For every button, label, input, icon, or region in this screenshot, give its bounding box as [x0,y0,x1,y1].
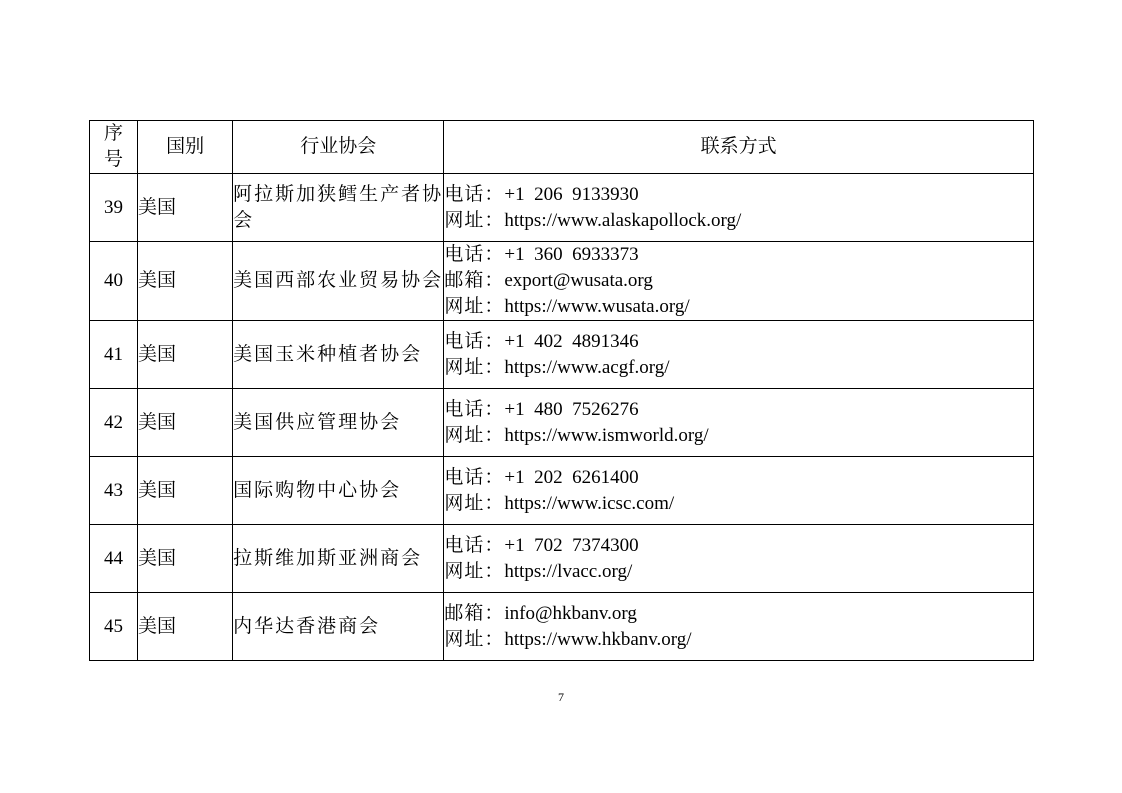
contact-line [444,465,1033,491]
row-association: 国际购物中心协会 [233,457,444,525]
contact-value: https://www.ismworld.org/ [504,424,709,446]
row-association: 美国玉米种植者协会 [233,321,444,389]
table-row [90,174,1034,242]
contact-label: 邮箱： [444,602,505,624]
row-index: 44 [90,525,138,593]
table-row [90,593,1034,661]
contact-line [444,182,1033,208]
header-index-bottom: 号 [104,149,124,170]
row-contact [444,321,1034,389]
contact-value: info@hkbanv.org [504,602,637,624]
contact-value: https://www.alaskapollock.org/ [504,209,742,231]
row-index: 42 [90,389,138,457]
header-index-top: 序 [104,123,124,144]
contact-value: https://lvacc.org/ [504,560,633,582]
page-number: 7 [558,690,564,704]
contact-label: 电话： [444,534,505,556]
contact-line [444,559,1033,585]
row-contact [444,457,1034,525]
row-index: 43 [90,457,138,525]
contact-value: https://www.acgf.org/ [504,356,670,378]
contact-label: 网址： [444,628,505,650]
row-association: 内华达香港商会 [233,593,444,661]
table-header-row [90,121,1034,174]
row-country: 美国 [138,389,233,457]
table-row [90,242,1034,321]
row-association: 美国供应管理协会 [233,389,444,457]
association-table [89,120,1034,661]
contact-line [444,355,1033,381]
contact-label: 网址： [444,356,505,378]
contact-line [444,397,1033,423]
contact-label: 网址： [444,296,505,317]
contact-label: 电话： [444,398,505,420]
header-country: 国别 [138,121,233,174]
contact-line [444,601,1033,627]
table-row [90,457,1034,525]
row-index: 40 [90,242,138,321]
row-country: 美国 [138,321,233,389]
row-country: 美国 [138,174,233,242]
contact-line [444,329,1033,355]
row-contact [444,525,1034,593]
row-index: 41 [90,321,138,389]
table-row [90,525,1034,593]
table-row [90,389,1034,457]
row-country: 美国 [138,593,233,661]
contact-label: 邮箱： [444,270,505,291]
contact-line [444,627,1033,653]
contact-line [444,294,1033,320]
header-association: 行业协会 [233,121,444,174]
row-contact [444,593,1034,661]
row-index: 39 [90,174,138,242]
row-country: 美国 [138,525,233,593]
contact-label: 网址： [444,560,505,582]
contact-value: +1 202 6261400 [504,466,639,488]
contact-line [444,242,1033,268]
contact-line [444,208,1033,234]
contact-label: 网址： [444,424,505,446]
row-country: 美国 [138,457,233,525]
contact-label: 电话： [444,466,505,488]
row-association: 拉斯维加斯亚洲商会 [233,525,444,593]
contact-label: 网址： [444,492,505,514]
row-country: 美国 [138,242,233,321]
header-index [90,121,138,174]
contact-value: https://www.hkbanv.org/ [504,628,692,650]
row-contact [444,242,1034,321]
row-association: 阿拉斯加狭鳕生产者协会 [233,174,444,242]
contact-line [444,533,1033,559]
contact-line [444,268,1033,294]
contact-value: +1 702 7374300 [504,534,639,556]
contact-value: https://www.icsc.com/ [504,492,675,514]
contact-value: export@wusata.org [504,270,653,291]
header-contact: 联系方式 [444,121,1034,174]
row-contact [444,174,1034,242]
contact-value: +1 206 9133930 [504,183,639,205]
contact-value: +1 402 4891346 [504,330,639,352]
contact-value: +1 360 6933373 [504,244,639,265]
row-contact [444,389,1034,457]
table-body [90,174,1034,661]
contact-label: 电话： [444,183,505,205]
row-association: 美国西部农业贸易协会 [233,242,444,321]
contact-value: +1 480 7526276 [504,398,639,420]
contact-label: 网址： [444,209,505,231]
contact-value: https://www.wusata.org/ [504,296,690,317]
contact-label: 电话： [444,244,505,265]
table-row [90,321,1034,389]
row-index: 45 [90,593,138,661]
contact-label: 电话： [444,330,505,352]
contact-line [444,423,1033,449]
contact-line [444,491,1033,517]
